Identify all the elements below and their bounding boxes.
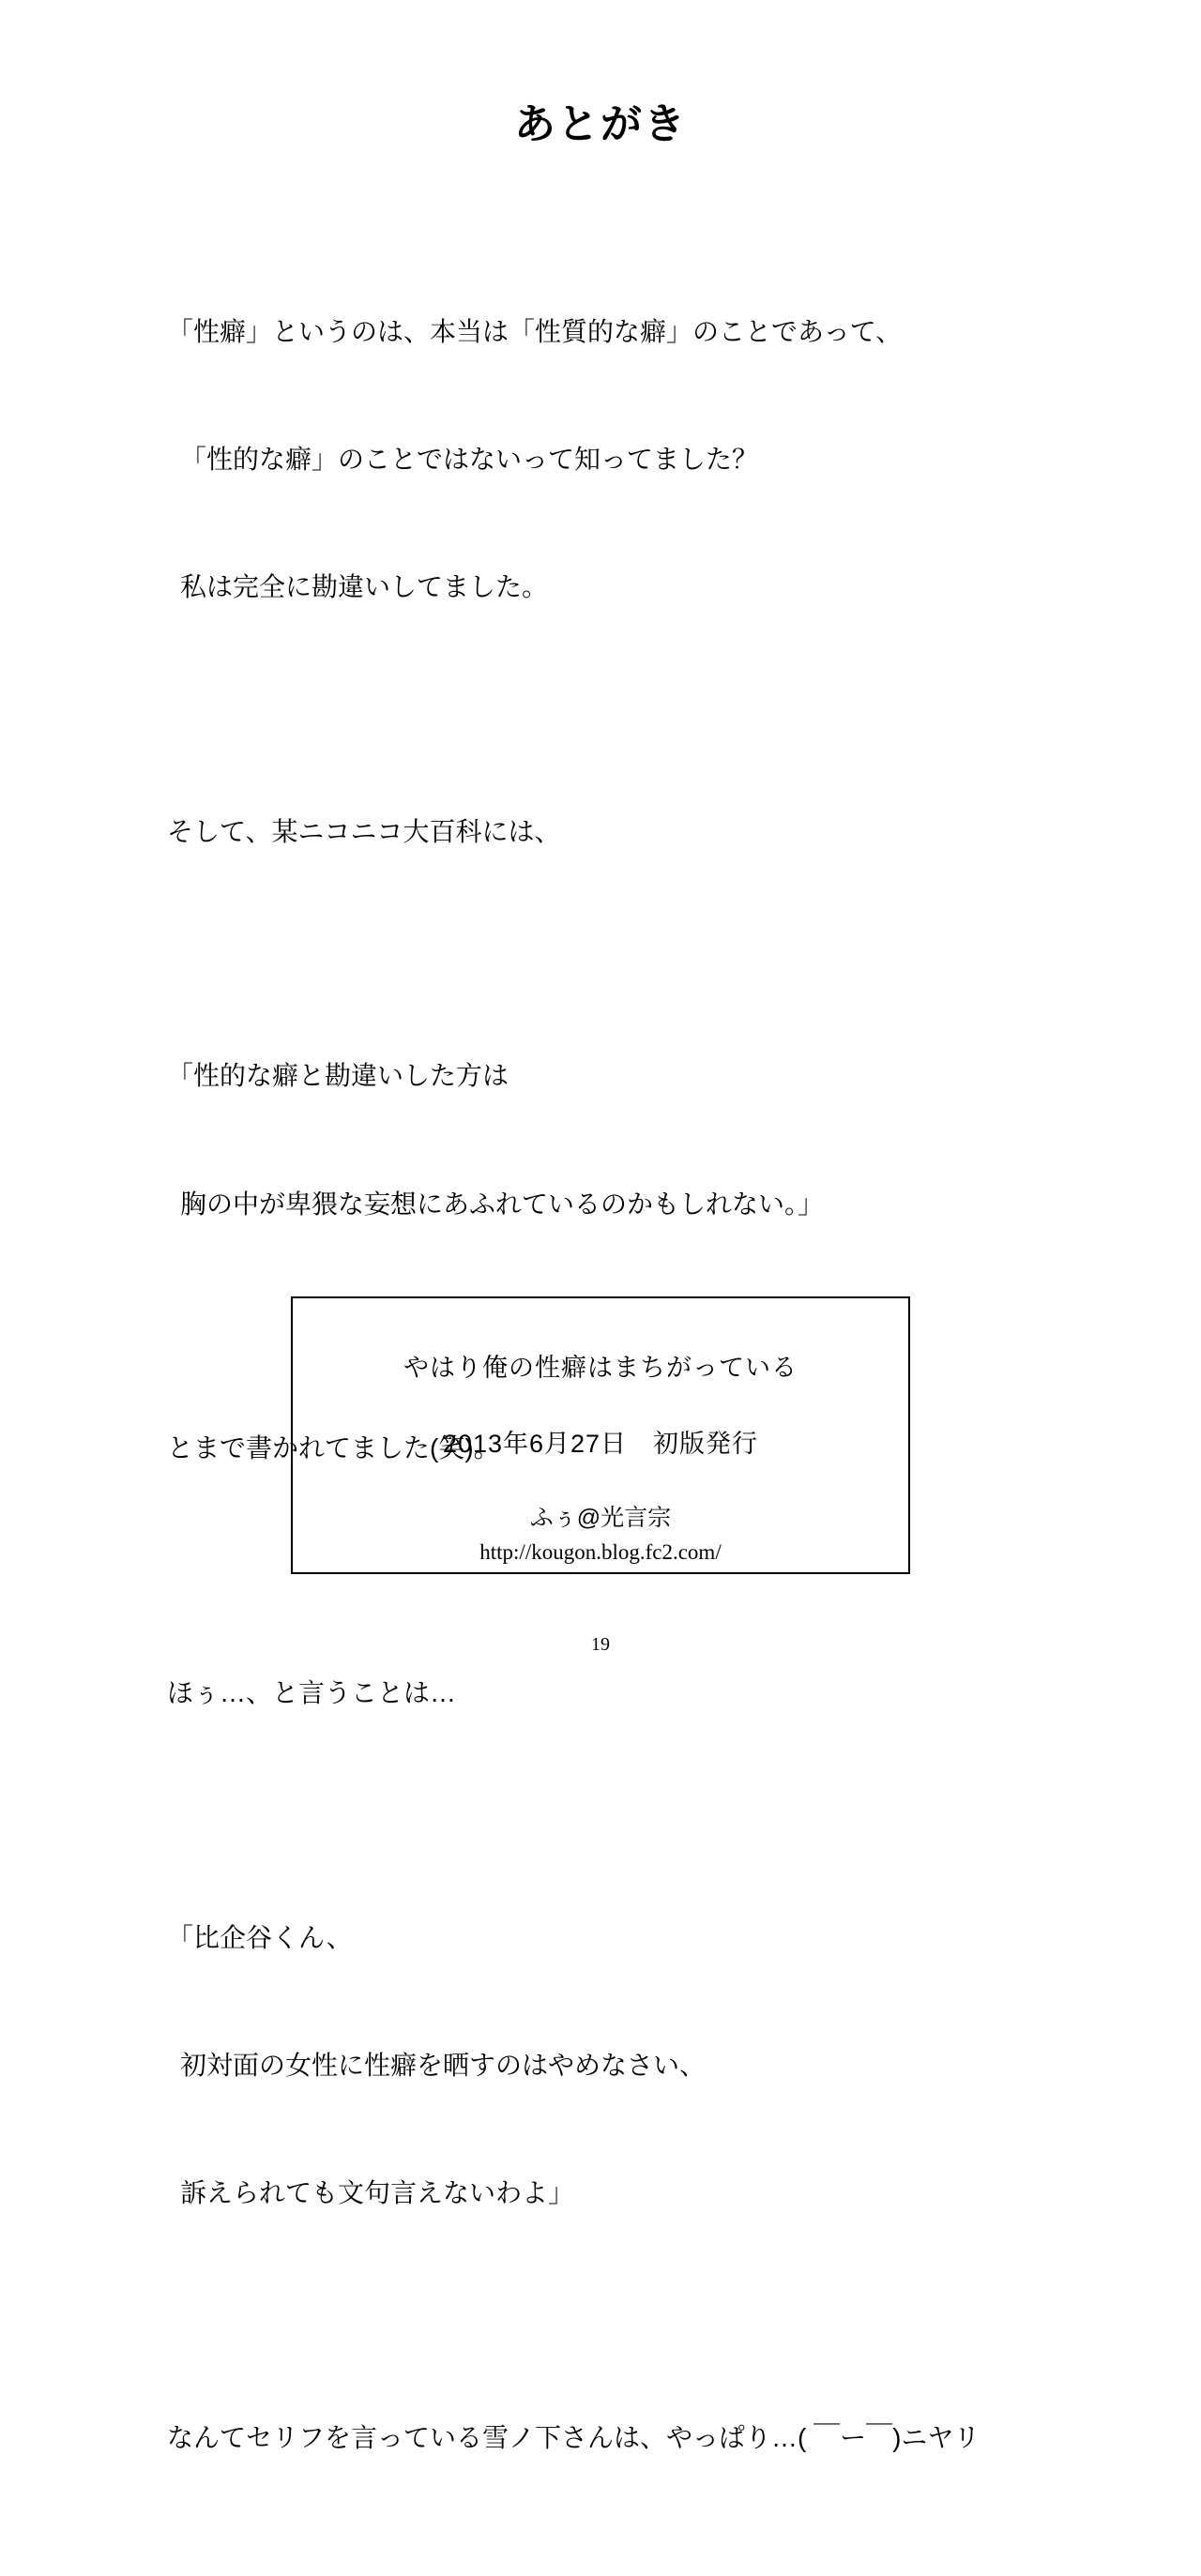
paragraph — [167, 225, 1068, 693]
paragraph-line: 「性的な癖」のことではないって知ってました？ — [180, 444, 759, 474]
colophon-work-title: やはり俺の性癖はまちがっている — [403, 1354, 798, 1382]
paragraph-line: 「性癖」というのは、本当は「性質的な癖」のことであって、 — [167, 316, 903, 346]
paragraph-line: なんてセリフを言っている雪ノ下さんは、やっぱり…( ￣ー￣)ニヤリ — [167, 2422, 981, 2452]
paragraph — [167, 725, 1068, 938]
paragraph-line: 初対面の女性に性癖を晒すのはやめなさい、 — [180, 2051, 707, 2081]
paragraph-line: 訴えられても文句言えないわよ」 — [180, 2178, 575, 2208]
paragraph-line: 胸の中が卑猥な妄想にあふれているのかもしれない。」 — [180, 1189, 825, 1219]
paragraph — [167, 2331, 1068, 2544]
paragraph-line: ほぅ…、と言うことは… — [167, 1678, 457, 1708]
colophon-box — [291, 1296, 910, 1574]
colophon-url: http://kougon.blog.fc2.com/ — [479, 1540, 722, 1564]
paragraph — [167, 1586, 1068, 1799]
paragraph-line: 「性的な癖と勘違いした方は — [167, 1061, 509, 1091]
page-number: 19 — [591, 1634, 610, 1655]
paragraph — [167, 970, 1068, 1311]
paragraph — [167, 1831, 1068, 2299]
colophon-publication-date: 2013年6月27日 初版発行 — [442, 1430, 759, 1458]
page-title: あとがき — [514, 101, 687, 147]
paragraph-line: そして、某ニコニコ大百科には、 — [167, 816, 561, 846]
paragraph-line: とまで書かれてました(笑)。 — [167, 1433, 500, 1463]
paragraph-line: 「比企谷くん、 — [167, 1922, 353, 1952]
colophon-author: ふぅ@光言宗 — [529, 1505, 672, 1531]
paragraph-line: 私は完全に勘違いしてました。 — [180, 571, 549, 601]
